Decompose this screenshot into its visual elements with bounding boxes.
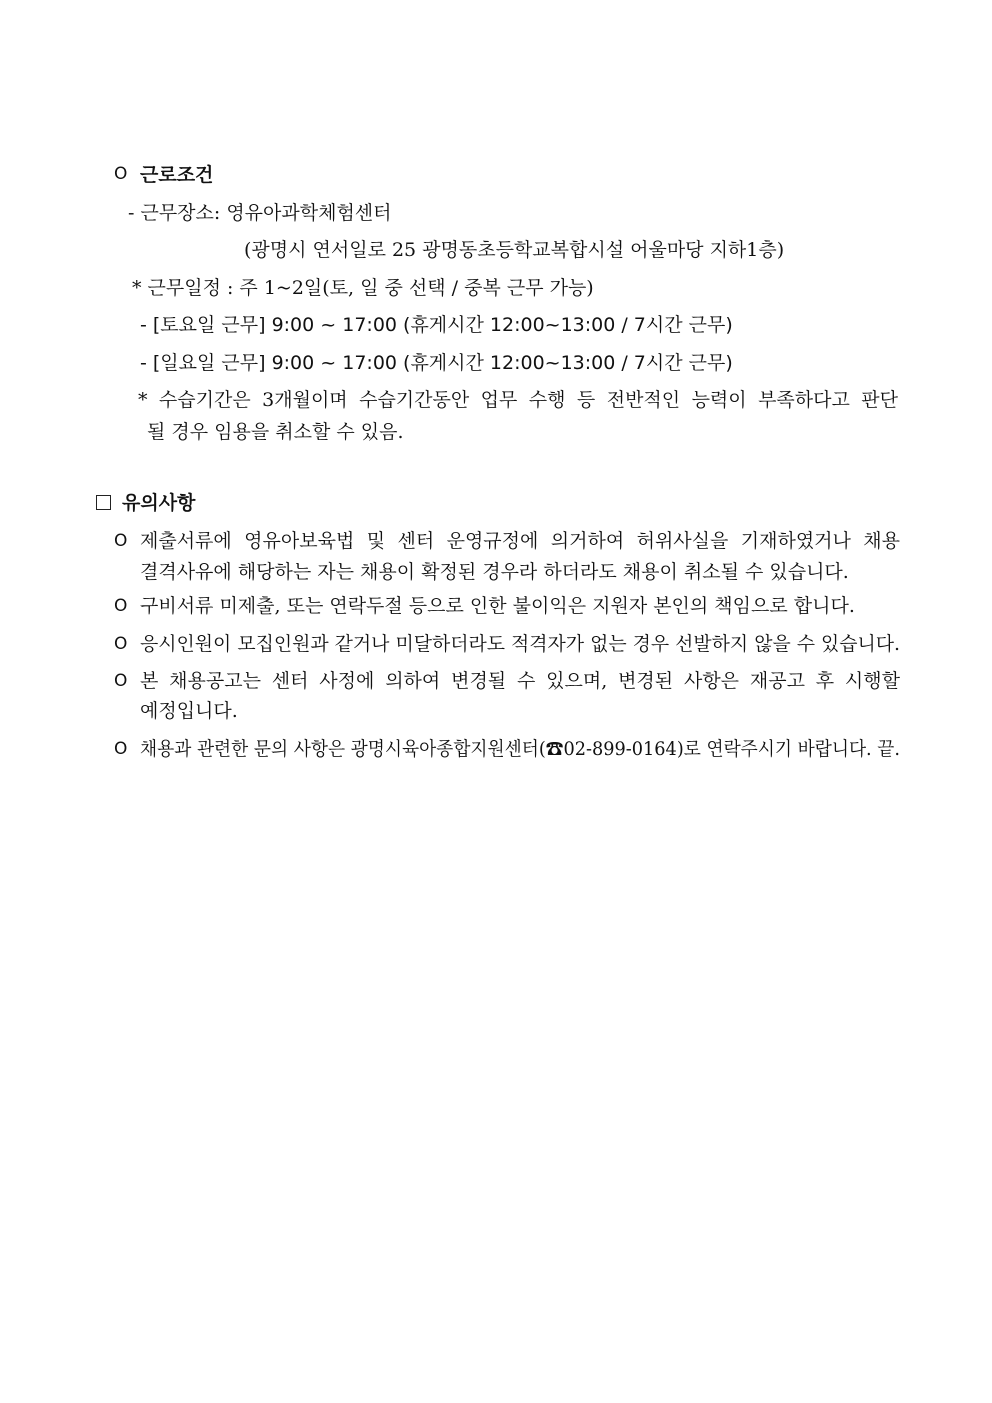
bullet-marker: O (114, 739, 128, 759)
note-item-3: 응시인원이 모집인원과 같거나 미달하더라도 적격자가 없는 경우 선발하지 않을 수 있습니다. (140, 633, 901, 655)
saturday-schedule: - [토요일 근무] 9:00 ~ 17:00 (휴게시간 12:00~13:00 / 7시간 근무) (140, 314, 733, 336)
section-heading-conditions: 근로조건 (140, 164, 214, 186)
note-item-5: 채용과 관련한 문의 사항은 광명시육아종합지원센터(☎02-899-0164)로 연락주시기 바랍니다. 끝. (140, 738, 901, 760)
bullet-marker: O (114, 531, 128, 551)
probation-note-line2: 될 경우 임용을 취소할 수 있음. (147, 421, 404, 443)
bullet-marker: O (114, 164, 128, 184)
note-item-1-line1: 제출서류에 영유아보육법 및 센터 운영규정에 의거하여 허위사실을 기재하였거나 채용 (140, 530, 900, 552)
bullet-marker: O (114, 671, 128, 691)
work-schedule: * 근무일정 : 주 1~2일(토, 일 중 선택 / 중복 근무 가능) (132, 277, 594, 299)
bullet-marker: O (114, 634, 128, 654)
checkbox-icon (96, 495, 111, 510)
bullet-marker: O (114, 596, 128, 616)
section-heading-notes: 유의사항 (122, 492, 196, 514)
work-location: - 근무장소: 영유아과학체험센터 (128, 202, 392, 224)
sunday-schedule: - [일요일 근무] 9:00 ~ 17:00 (휴게시간 12:00~13:00 / 7시간 근무) (140, 352, 733, 374)
note-item-1-line2: 결격사유에 해당하는 자는 채용이 확정된 경우라 하더라도 채용이 취소될 수 있습니다. (140, 561, 849, 583)
note-item-4-line1: 본 채용공고는 센터 사정에 의하여 변경될 수 있으며, 변경된 사항은 재공고 후 시행할 (140, 670, 900, 692)
work-address: (광명시 연서일로 25 광명동초등학교복합시설 어울마당 지하1층) (244, 239, 785, 261)
probation-note-line1: * 수습기간은 3개월이며 수습기간동안 업무 수행 등 전반적인 능력이 부족하다고 판단 (138, 389, 898, 411)
note-item-2: 구비서류 미제출, 또는 연락두절 등으로 인한 불이익은 지원자 본인의 책임으로 합니다. (140, 595, 855, 617)
note-item-4-line2: 예정입니다. (140, 700, 238, 722)
